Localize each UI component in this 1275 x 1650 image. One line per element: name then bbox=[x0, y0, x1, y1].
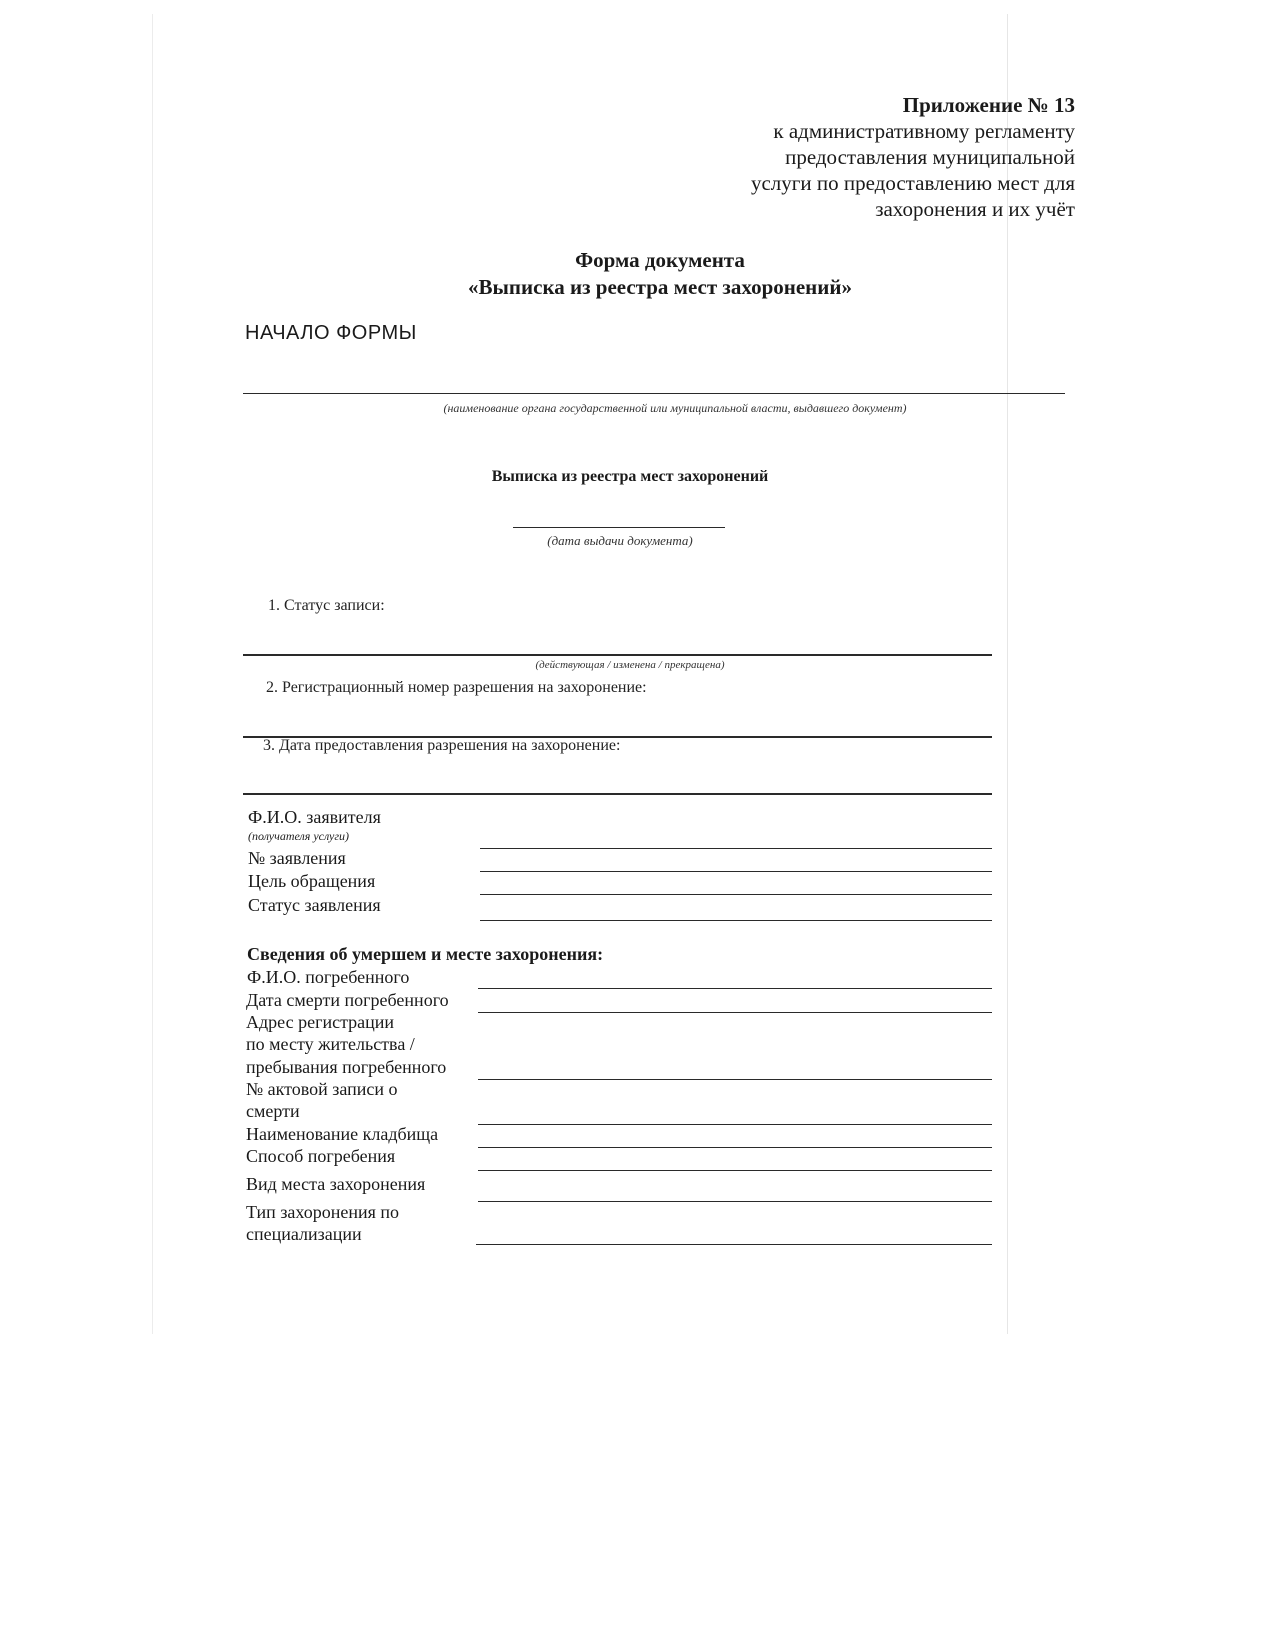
authority-caption: (наименование органа государственной или муниципальной власти, выдавшего документ) bbox=[443, 401, 907, 415]
appendix-header bbox=[751, 92, 1075, 222]
applicant-fio-sublabel: (получателя услуги) bbox=[248, 829, 350, 843]
authority-name-line[interactable] bbox=[243, 393, 1065, 394]
permit-date-line[interactable] bbox=[243, 793, 992, 795]
form-title-line2: «Выписка из реестра мест захоронений» bbox=[468, 275, 852, 299]
appendix-line: услуги по предоставлению мест для bbox=[750, 171, 1075, 195]
address-line[interactable] bbox=[478, 1079, 992, 1080]
purpose-label: Цель обращения bbox=[248, 871, 376, 891]
form-title-line1: Форма документа bbox=[575, 248, 745, 272]
cemetery-label: Наименование кладбища bbox=[246, 1124, 439, 1144]
specialization-label-1: Тип захоронения по bbox=[246, 1202, 400, 1222]
specialization-label-2: специализации bbox=[246, 1224, 362, 1244]
burial-method-label: Способ погребения bbox=[246, 1146, 396, 1166]
death-date-line[interactable] bbox=[478, 1012, 992, 1013]
address-label-1: Адрес регистрации bbox=[246, 1012, 395, 1032]
status-label: 1. Статус записи: bbox=[268, 597, 385, 614]
form-start-label: НАЧАЛО ФОРМЫ bbox=[245, 322, 417, 344]
issue-date-line[interactable] bbox=[513, 527, 725, 528]
issue-date-caption: (дата выдачи документа) bbox=[547, 533, 693, 548]
deceased-fio-line[interactable] bbox=[478, 988, 992, 989]
form-title bbox=[330, 247, 990, 301]
deceased-fio-label: Ф.И.О. погребенного bbox=[247, 967, 410, 987]
death-date-label: Дата смерти погребенного bbox=[246, 990, 449, 1010]
place-type-line[interactable] bbox=[478, 1201, 992, 1202]
purpose-line[interactable] bbox=[480, 894, 992, 895]
application-status-line[interactable] bbox=[480, 920, 992, 921]
permit-date-label: 3. Дата предоставления разрешения на захоронение: bbox=[263, 737, 621, 754]
burial-method-line[interactable] bbox=[478, 1170, 992, 1171]
appendix-line: захоронения и их учёт bbox=[875, 197, 1075, 221]
application-no-label: № заявления bbox=[248, 848, 346, 868]
document-title: Выписка из реестра мест захоронений bbox=[491, 468, 769, 485]
place-type-label: Вид места захоронения bbox=[246, 1174, 426, 1194]
address-label-2: по месту жительства / bbox=[246, 1034, 415, 1054]
specialization-line[interactable] bbox=[476, 1244, 992, 1245]
application-no-line[interactable] bbox=[480, 871, 992, 872]
address-label-3: пребывания погребенного bbox=[246, 1057, 447, 1077]
act-record-label-1: № актовой записи о bbox=[246, 1079, 398, 1099]
applicant-fio-label: Ф.И.О. заявителя bbox=[248, 807, 381, 827]
scan-edge-left bbox=[152, 14, 153, 1334]
cemetery-line[interactable] bbox=[478, 1147, 992, 1148]
applicant-fio-line[interactable] bbox=[480, 848, 992, 849]
appendix-number: Приложение № 13 bbox=[902, 93, 1075, 117]
act-record-label-2: смерти bbox=[246, 1101, 300, 1121]
deceased-section-heading: Сведения об умершем и месте захоронения: bbox=[247, 944, 604, 964]
status-line[interactable] bbox=[243, 654, 992, 656]
appendix-line: к административному регламенту bbox=[773, 119, 1075, 143]
application-status-label: Статус заявления bbox=[248, 895, 381, 915]
act-record-line[interactable] bbox=[478, 1124, 992, 1125]
reg-number-label: 2. Регистрационный номер разрешения на захоронение: bbox=[266, 679, 647, 696]
appendix-line: предоставления муниципальной bbox=[785, 145, 1075, 169]
status-caption: (действующая / изменена / прекращена) bbox=[535, 659, 725, 671]
